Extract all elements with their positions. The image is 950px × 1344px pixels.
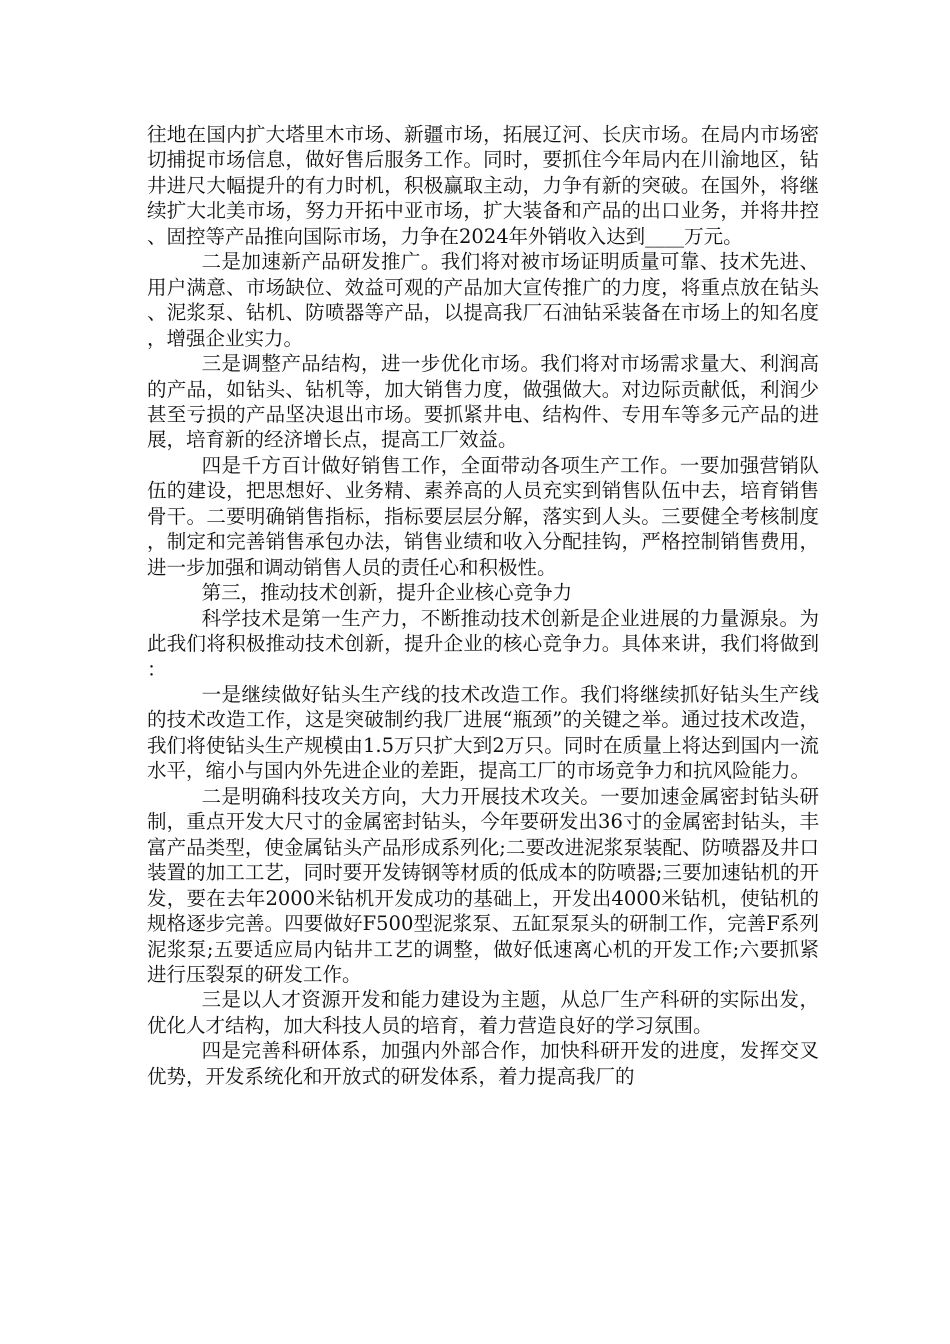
paragraph: 往地在国内扩大塔里木市场、新疆市场，拓展辽河、长庆市场。在局内市场密切捕捉市场信息，做好售后服务工作。同时，要抓住今年局内在川渝地区，钻井进尺大幅提升的有力时机，积极赢取主动，力争有新的突破。在国外，将继续扩大北美市场，努力开拓中亚市场，扩大装备和产品的出口业务，并将井控、固控等产品推向国际市场，力争在2024年外销收入达到____万元。 (147, 123, 819, 248)
paragraph: 二是加速新产品研发推广。我们将对被市场证明质量可靠、技术先进、用户满意、市场缺位、效益可观的产品加大宣传推广的力度，将重点放在钻头、泥浆泵、钻机、防喷器等产品，以提高我厂石油钻采装备在市场上的知名度，增强企业实力。 (147, 250, 819, 350)
section-heading: 第三，推动技术创新，提升企业核心竞争力 (201, 581, 573, 605)
paragraph: 三是调整产品结构，进一步优化市场。我们将对市场需求量大、利润高的产品，如钻头、钻机等，加大销售力度，做强做大。对边际贡献低，利润少甚至亏损的产品坚决退出市场。要抓紧井电、结构件、专用车等多元产品的进展，培育新的经济增长点，提高工厂效益。 (147, 352, 819, 452)
paragraph: 二是明确科技攻关方向，大力开展技术攻关。一要加速金属密封钻头研制，重点开发大尺寸的金属密封钻头，今年要研发出36寸的金属密封钻头，丰富产品类型，使金属钻头产品形成系列化;二要改进泥浆泵装配、防喷器及井口装置的加工工艺，同时要开发铸钢等材质的低成本的防喷器;三要加速钻机的开发，要在去年2000米钻机开发成功的基础上，开发出4000米钻机，使钻机的规格逐步完善。四要做好F500型泥浆泵、五缸泵泵头的研制工作，完善F系列泥浆泵;五要适应局内钻井工艺的调整，做好低速离心机的开发工作;六要抓紧进行压裂泵的研发工作。 (147, 784, 819, 986)
paragraph: 科学技术是第一生产力，不断推动技术创新是企业进展的力量源泉。为此我们将积极推动技术创新，提升企业的核心竞争力。具体来讲，我们将做到： (147, 606, 819, 681)
paragraph: 一是继续做好钻头生产线的技术改造工作。我们将继续抓好钻头生产线的技术改造工作，这是突破制约我厂进展“瓶颈”的关键之举。通过技术改造，我们将使钻头生产规模由1.5万只扩大到2万只。同时在质量上将达到国内一流水平，缩小与国内外先进企业的差距，提高工厂的市场竞争力和抗风险能力。 (147, 682, 819, 783)
paragraph: 四是完善科研体系，加强内外部合作，加快科研开发的进度，发挥交叉优势，开发系统化和开放式的研发体系，着力提高我厂的 (147, 1039, 819, 1088)
paragraph: 四是千方百计做好销售工作，全面带动各项生产工作。一要加强营销队伍的建设，把思想好、业务精、素养高的人员充实到销售队伍中去，培育销售骨干。二要明确销售指标，指标要层层分解，落实到人头。三要健全考核制度，制定和完善销售承包办法，销售业绩和收入分配挂钩，严格控制销售费用，进一步加强和调动销售人员的责任心和积极性。 (147, 453, 819, 579)
document-body (147, 122, 819, 1089)
paragraph: 三是以人才资源开发和能力建设为主题，从总厂生产科研的实际出发，优化人才结构，加大科技人员的培育，着力营造良好的学习氛围。 (147, 988, 819, 1037)
